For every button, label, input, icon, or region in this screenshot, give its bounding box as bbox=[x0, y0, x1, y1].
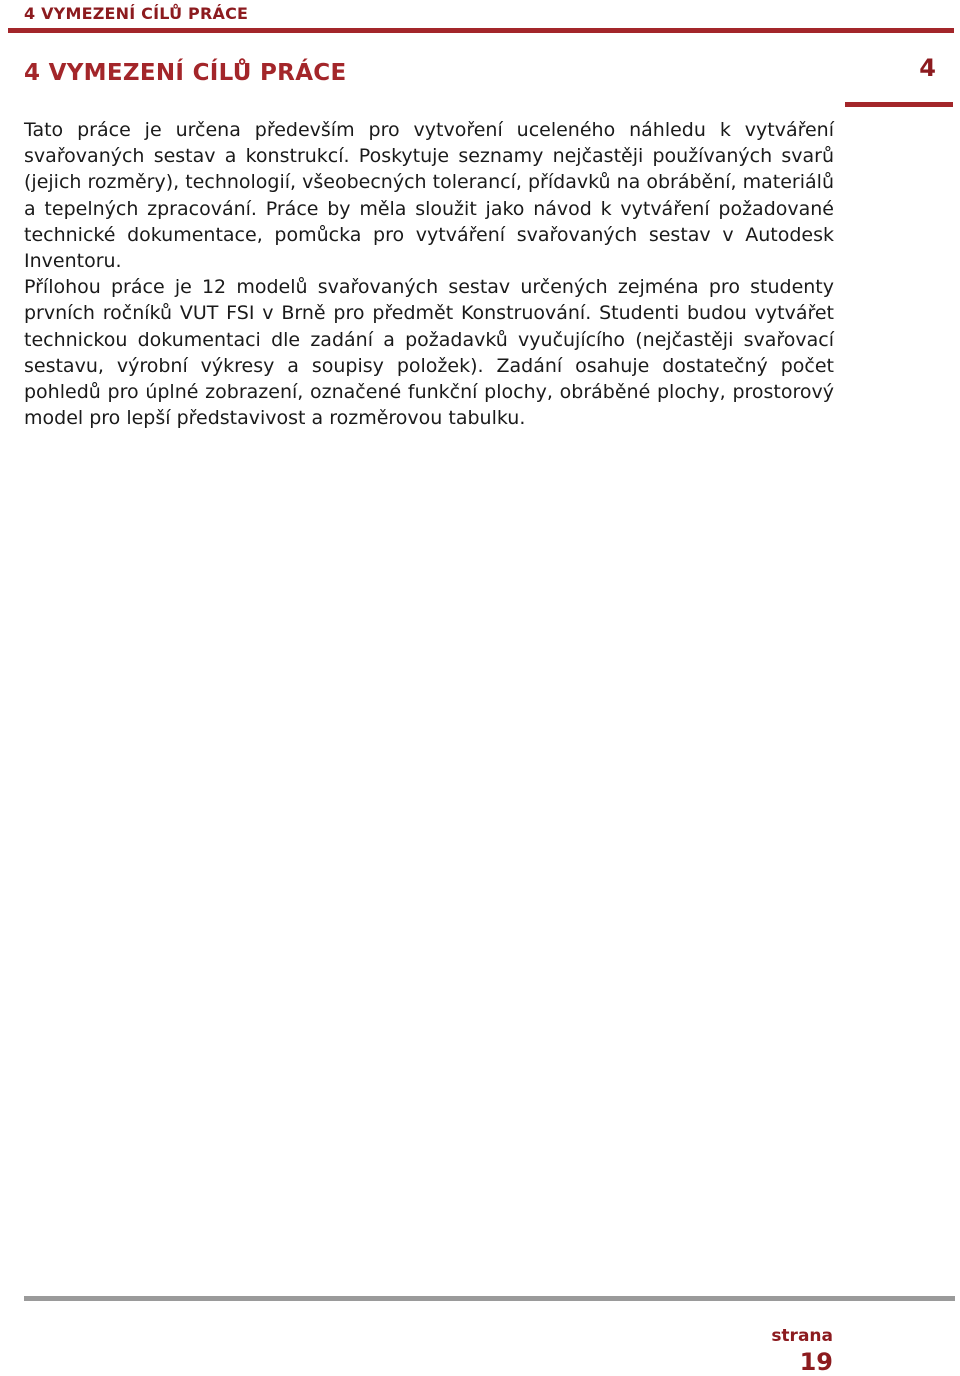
body-text bbox=[24, 117, 834, 431]
chapter-number: 4 bbox=[919, 54, 936, 82]
chapter-number-rule bbox=[845, 102, 953, 107]
running-header: 4 VYMEZENÍ CÍLŮ PRÁCE bbox=[24, 4, 249, 23]
header-rule bbox=[8, 28, 954, 33]
chapter-title: 4 VYMEZENÍ CÍLŮ PRÁCE bbox=[24, 60, 347, 86]
footer-rule bbox=[24, 1296, 955, 1301]
page-number: 19 bbox=[799, 1348, 833, 1376]
paragraph: Tato práce je určena především pro vytvoření uceleného náhledu k vytváření svařovaných sestav a konstrukcí. Poskytuje seznamy nejčastěji používaných svarů (jejich rozměry), technologií, všeobecných tolerancí, přídavků na obrábění, materiálů a tepelných zpracování. Práce by měla sloužit jako návod k vytváření požadované technické dokumentace, pomůcka pro vytváření svařovaných sestav v Autodesk Inventoru. bbox=[24, 119, 834, 273]
page-label: strana bbox=[771, 1326, 833, 1346]
paragraph: Přílohou práce je 12 modelů svařovaných sestav určených zejména pro studenty prvních ročníků VUT FSI v Brně pro předmět Konstruování. Studenti budou vytvářet technickou dokumentaci dle zadání a požadavků vyučujícího (nejčastěji svařovací sestavu, výrobní výkresy a soupisy položek). Zadání osahuje dostatečný počet pohledů pro úplné zobrazení, označené funkční plochy, obráběné plochy, prostorový model pro lepší představivost a rozměrovou tabulku. bbox=[24, 276, 834, 430]
